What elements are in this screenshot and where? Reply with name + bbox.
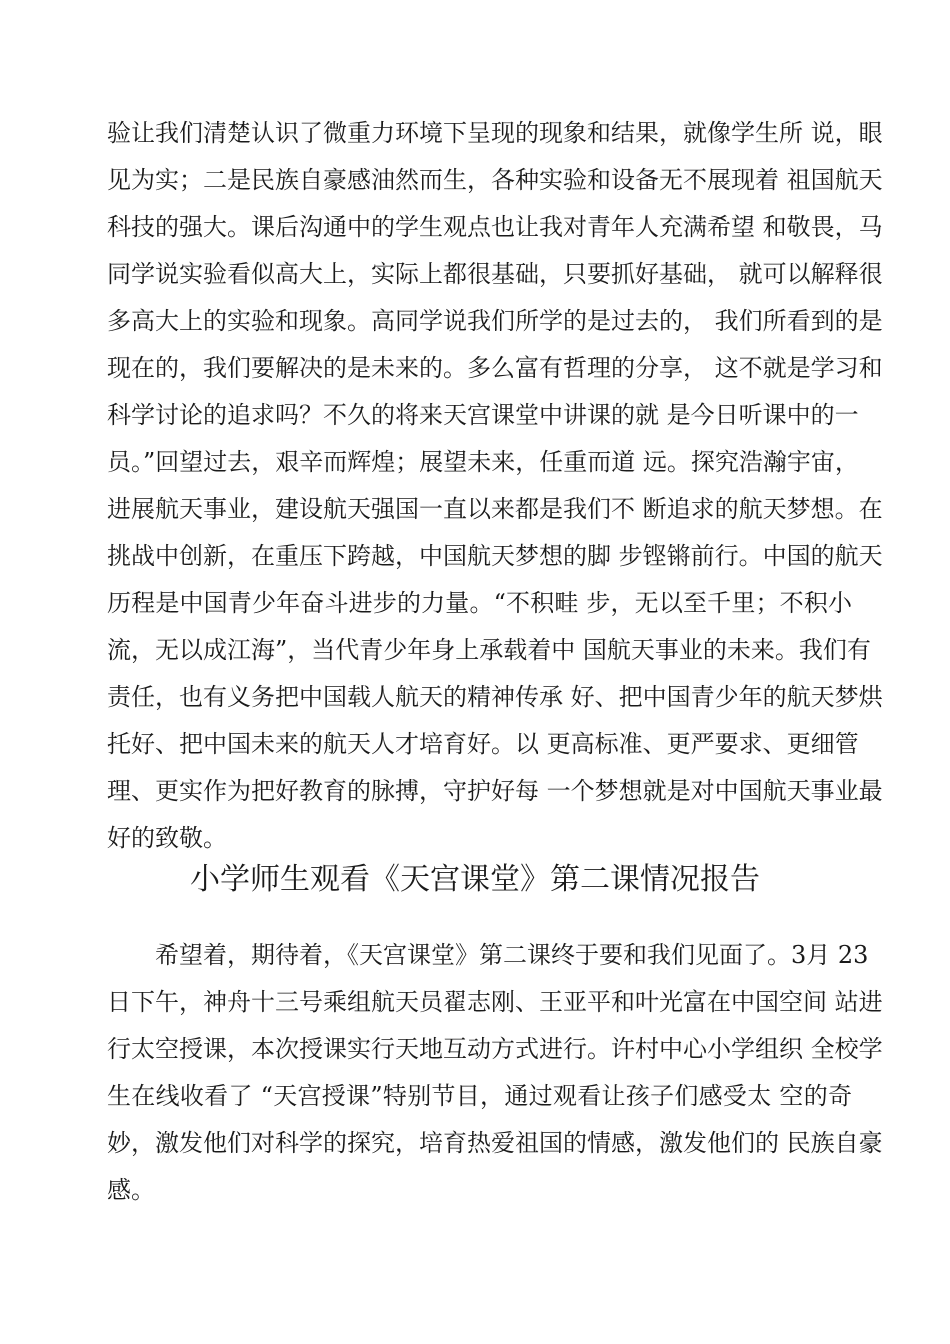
- paragraph2-line: 感。: [107, 1176, 155, 1204]
- paragraph1-line: 挑战中创新，在重压下跨越，中国航天梦想的脚 步铿锵前行。中国的航天: [107, 542, 883, 570]
- paragraph1-line: 同学说实验看似高大上，实际上都很基础，只要抓好基础， 就可以解释很: [107, 260, 883, 288]
- paragraph2-line: 生在线收看了 “天宫授课”特别节目，通过观看让孩子们感受太 空的奇: [107, 1082, 852, 1110]
- paragraph1-line: 流，无以成江海”，当代青少年身上承载着中 国航天事业的未来。我们有: [107, 636, 871, 664]
- paragraph1-line: 科学讨论的追求吗？不久的将来天宫课堂中讲课的就 是今日听课中的一: [107, 401, 859, 429]
- paragraph1-line: 验让我们清楚认识了微重力环境下呈现的现象和结果，就像学生所 说，眼: [107, 119, 883, 147]
- paragraph1-line: 现在的，我们要解决的是未来的。多么富有哲理的分享， 这不就是学习和: [107, 354, 883, 382]
- paragraph1-line: 好的致敬。: [107, 824, 227, 852]
- paragraph1-line: 见为实；二是民族自豪感油然而生，各种实验和设备无不展现着 祖国航天: [107, 166, 883, 194]
- paragraph2-line: 行太空授课，本次授课实行天地互动方式进行。许村中心小学组织 全校学: [107, 1035, 883, 1063]
- section-title: 小学师生观看《天宫课堂》第二课情况报告: [190, 862, 760, 897]
- paragraph1-line: 进展航天事业，建设航天强国一直以来都是我们不 断追求的航天梦想。在: [107, 495, 883, 523]
- paragraph2-line: 妙，激发他们对科学的探究，培育热爱祖国的情感，激发他们的 民族自豪: [107, 1129, 883, 1157]
- paragraph1-line: 历程是中国青少年奋斗进步的力量。“不积畦 步，无以至千里；不积小: [107, 589, 852, 617]
- paragraph1-line: 托好、把中国未来的航天人才培育好。以 更高标准、更严要求、更细管: [107, 730, 859, 758]
- paragraph1-line: 科技的强大。课后沟通中的学生观点也让我对青年人充满希望 和敬畏，马: [107, 213, 883, 241]
- paragraph2-line: 日下午，神舟十三号乘组航天员翟志刚、王亚平和叶光富在中国空间 站进: [107, 988, 883, 1016]
- paragraph1-line: 责任，也有义务把中国载人航天的精神传承 好、把中国青少年的航天梦烘: [107, 683, 883, 711]
- paragraph1-line: 理、更实作为把好教育的脉搏，守护好每 一个梦想就是对中国航天事业最: [107, 777, 883, 805]
- paragraph2-line: 希望着，期待着，《天宫课堂》第二课终于要和我们见面了。3月 23: [155, 941, 869, 969]
- paragraph1-line: 多高大上的实验和现象。高同学说我们所学的是过去的， 我们所看到的是: [107, 307, 883, 335]
- paragraph1-line: 员。”回望过去，艰辛而辉煌；展望未来，任重而道 远。探究浩瀚宇宙，: [107, 448, 859, 476]
